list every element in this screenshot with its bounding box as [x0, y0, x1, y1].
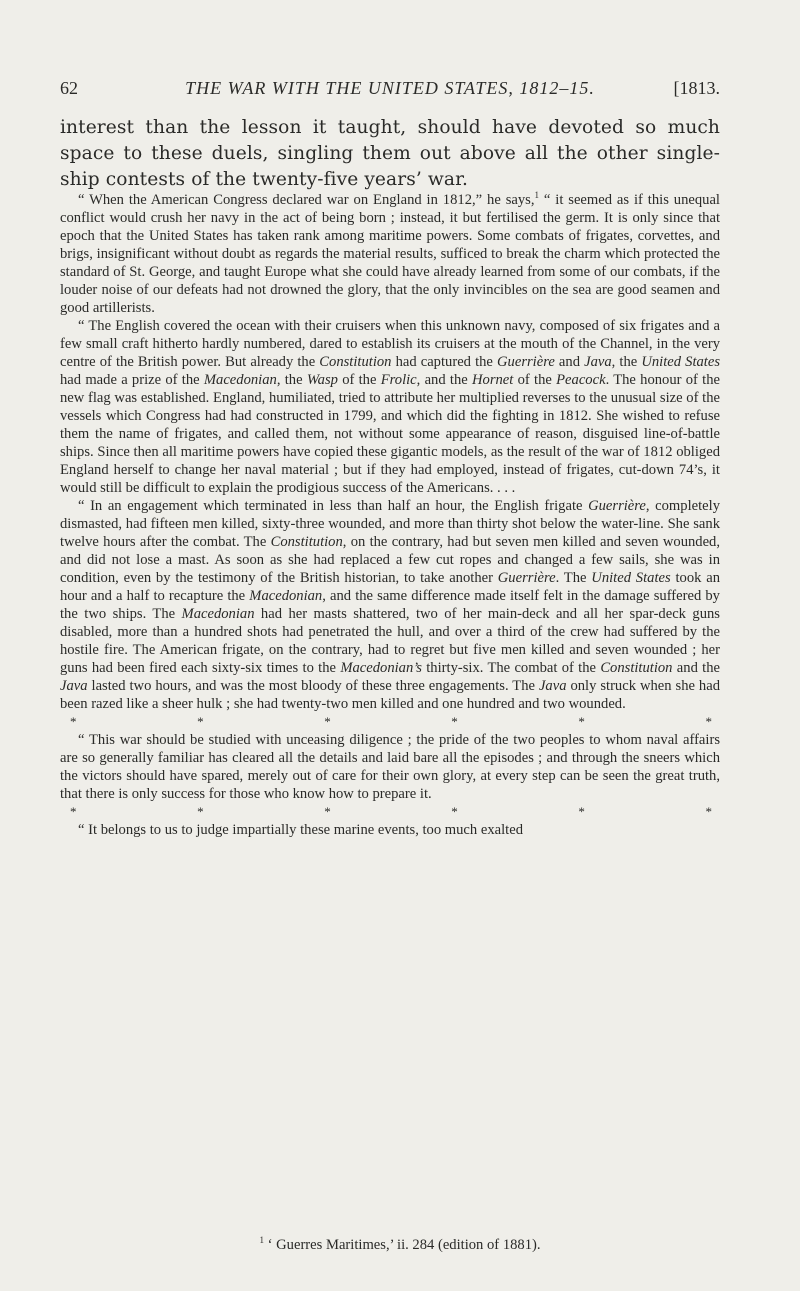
ship-name: Macedonian: [203, 372, 277, 388]
ship-name: Java: [584, 354, 612, 370]
section-break-stars: * * * * * *: [70, 804, 712, 819]
ship-name: Macedonian: [181, 606, 255, 622]
ship-name: Guerrière: [497, 570, 556, 586]
footnote-text: ‘ Guerres Maritimes,’ ii. 284 (edition of 1881).: [263, 1236, 541, 1253]
ship-name: Guerrière: [588, 498, 646, 514]
footnote-mark: 1: [259, 1235, 264, 1245]
quoted-passage: [60, 191, 720, 839]
section-break-stars: * * * * * *: [70, 714, 712, 729]
ship-name: Macedonian’s: [340, 660, 422, 676]
ship-name: Constitution: [600, 660, 673, 676]
ship-name: Guerrière: [497, 354, 555, 370]
lead-paragraph: interest than the lesson it taught, should have devoted so much space to these duels, singling them out above all the other single-ship contests of the twenty-five years’ war.: [60, 117, 720, 190]
ship-name: United States: [641, 354, 721, 370]
running-title: THE WAR WITH THE UNITED STATES, 1812–15.: [185, 78, 595, 98]
ship-name: Wasp: [306, 372, 338, 388]
running-year: [1813.: [673, 78, 720, 98]
ship-name: Constitution: [270, 534, 343, 550]
running-header: [60, 78, 720, 100]
ship-name: United States: [591, 570, 671, 586]
ship-name: Macedonian: [249, 588, 323, 604]
paragraph-engagement: “ In an engagement which terminated in less than half an hour, the English frigate Guerrière, completely dismasted, had fifteen men killed, sixty-three wounded, and more than thirty shot below the water-line. She sank twelve hours after the combat. The Constitution, on the contrary, had but seven men killed and seven wounded, and did not lose a mast. As soon as she had replaced a few cut ropes and changed a few sails, she was in condition, even by the testimony of the British historian, to take another Guerrière. The United States took an hour and a half to recapture the Macedonian, and the same difference made itself felt in the damage suffered by the two ships. The Macedonian had her masts shattered, two of her main-deck and all her spar-deck guns disabled, more than a hundred shots had penetrated the hull, and over a third of the crew had suffered by the hostile fire. The American frigate, on the contrary, had to regret but five men killed and seven wounded ; her guns had been fired each sixty-six times to the Macedonian’s thirty-six. The combat of the Constitution and the Java lasted two hours, and was the most bloody of these three engagements. The Java only struck when she had been razed like a sheer hulk ; she had twenty-two men killed and one hundred and two wounded.: [60, 498, 721, 712]
paragraph-study-war: “ This war should be studied with unceasing diligence ; the pride of the two peoples to whom naval affairs are so generally familiar has cleared all the details and laid bare all the episodes ; and through the sneers which the victors should have spared, merely out of care for their own glory, at every step can be seen the great truth, that there is only success for those who know how to prepare it.: [60, 732, 720, 802]
ship-name: Peacock: [556, 372, 606, 388]
paragraph-english-cruisers: “ The English covered the ocean with their cruisers when this unknown navy, composed of six frigates and a few small craft hitherto hardly numbered, dared to establish its cruisers at the mouth of the Channel, in the very centre of the British power. But already the Constitution had captured the Guerrière and Java, the United States had made a prize of the Macedonian, the Wasp of the Frolic, and the Hornet of the Peacock. The honour of the new flag was established. England, humiliated, tried to attribute her multiplied reverses to the unusual size of the vessels which Congress had had constructed in 1799, and which did the fighting in 1812. She wished to refuse them the name of frigates, and called them, not without some appearance of reason, disguised line-of-battle ships. Since then all maritime powers have copied these gigantic models, as the result of the war of 1812 obliged England herself to change her naval material ; but if they had employed, instead of frigates, cut-down 74’s, it would still be difficult to explain the prodigious success of the Americans. . . .: [60, 318, 721, 496]
footnote-ref: 1: [534, 190, 539, 201]
footnote: [0, 1235, 800, 1254]
ship-name: Frolic: [380, 372, 417, 388]
ship-name: Java: [538, 678, 567, 694]
paragraph-congress: “ When the American Congress declared war on England in 1812,” he says,$^1$ “ it seemed as if this unequal conflict would crush her navy in the act of being born ; instead, it but fertilised the germ. It is only since that epoch that the United States has taken rank among maritime powers. Some combats of frigates, corvettes, and brigs, insignificant without doubt as regards the material results, sufficed to break the charm which protected the standard of St. George, and taught Europe what she could have already learned from some of our combats, if the louder noise of our defeats had not drowned the glory, that the only invincibles on the sea are good seamen and good artillerists.: [60, 190, 720, 316]
ship-name: Hornet: [472, 372, 514, 388]
page-number: 62: [60, 78, 78, 98]
paragraph-judge: “ It belongs to us to judge impartially these marine events, too much exalted: [78, 822, 523, 838]
ship-name: Constitution: [319, 354, 392, 370]
ship-name: Java: [60, 678, 88, 694]
